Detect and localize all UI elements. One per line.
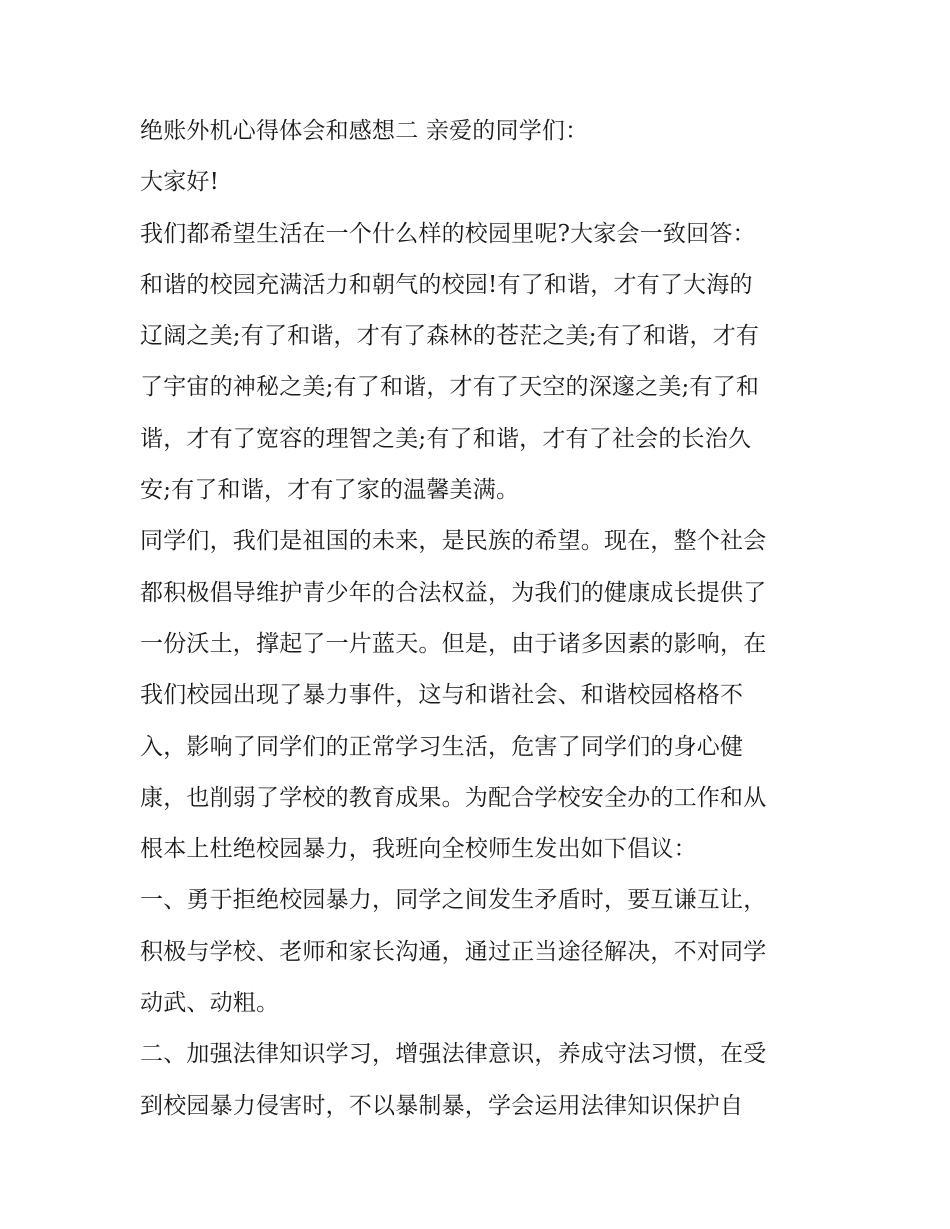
text-line: 绝账外机心得体会和感想二 亲爱的同学们： xyxy=(140,118,589,144)
text-line: 积极与学校、老师和家长沟通，通过正当途径解决，不对同学 xyxy=(140,938,767,965)
document-body xyxy=(140,106,820,1132)
text-line: 动武、动粗。 xyxy=(140,990,280,1017)
text-line: 一、勇于拒绝校园暴力，同学之间发生矛盾时，要互谦互让， xyxy=(140,887,767,914)
text-line: 到校园暴力侵害时，不以暴制暴，学会运用法律知识保护自 xyxy=(140,1092,744,1119)
text-line: 根本上杜绝校园暴力，我班向全校师生发出如下倡议： xyxy=(140,836,697,863)
text-line: 谐，才有了宽容的理智之美;有了和谐，才有了社会的长治久 xyxy=(140,425,752,452)
text-line: 同学们，我们是祖国的未来，是民族的希望。现在，整个社会 xyxy=(140,528,767,555)
text-line: 和谐的校园充满活力和朝气的校园!有了和谐，才有了大海的 xyxy=(140,271,753,298)
text-line: 大家好! xyxy=(140,169,220,196)
text-line: 了宇宙的神秘之美;有了和谐，才有了天空的深邃之美;有了和 xyxy=(140,374,760,401)
text-line: 我们都希望生活在一个什么样的校园里呢?大家会一致回答： xyxy=(140,220,756,247)
text-line: 二、加强法律知识学习，增强法律意识，养成守法习惯，在受 xyxy=(140,1041,767,1068)
text-line: 入，影响了同学们的正常学习生活，危害了同学们的身心健 xyxy=(140,733,744,760)
text-line: 我们校园出现了暴力事件，这与和谐社会、和谐校园格格不 xyxy=(140,682,744,709)
text-line: 都积极倡导维护青少年的合法权益，为我们的健康成长提供了 xyxy=(140,579,767,606)
text-line: 安;有了和谐，才有了家的温馨美满。 xyxy=(140,477,520,504)
text-line: 一份沃土，撑起了一片蓝天。但是，由于诸多因素的影响，在 xyxy=(140,630,767,657)
text-line: 康，也削弱了学校的教育成果。为配合学校安全办的工作和从 xyxy=(140,784,767,811)
text-line: 辽阔之美;有了和谐，才有了森林的苍茫之美;有了和谐，才有 xyxy=(140,323,760,350)
